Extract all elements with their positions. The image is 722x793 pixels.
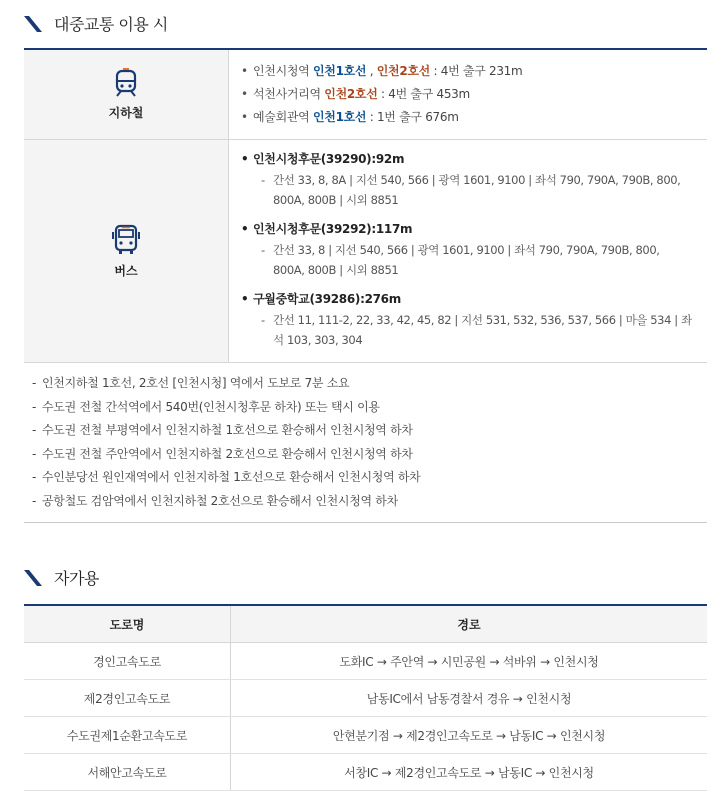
bus-stop-name: • 구월중학교(39286):276m bbox=[239, 288, 697, 310]
transit-notes bbox=[24, 363, 707, 522]
note-item: - 수도권 전철 간석역에서 540번(인천시청후문 하차) 또는 택시 이용 bbox=[32, 396, 707, 420]
note-item: - 수도권 전철 주안역에서 인천지하철 2호선으로 환승해서 인천시청역 하차 bbox=[32, 443, 707, 467]
bus-stop-name: • 인천시청후문(39290):92m bbox=[239, 148, 697, 170]
line-badge: 인천2호선 bbox=[376, 64, 430, 78]
bus-stop-item bbox=[239, 288, 697, 350]
table-row bbox=[24, 754, 707, 791]
exit-distance: : 4번 출구 231m bbox=[429, 64, 523, 78]
note-item: - 수도권 전철 부평역에서 인천지하철 1호선으로 환승해서 인천시청역 하차 bbox=[32, 419, 707, 443]
road-name: 서해안고속도로 bbox=[24, 754, 231, 791]
bus-stop-item bbox=[239, 218, 697, 280]
bus-routes: - 간선 33, 8, 8A | 지선 540, 566 | 광역 1601, 9100 | 좌석 790, 790A, 790B, 800, 800A, 800B | 시외 8851 bbox=[239, 170, 697, 210]
car-route-table bbox=[24, 604, 707, 791]
bus-header-cell bbox=[24, 140, 229, 362]
road-name: 경인고속도로 bbox=[24, 643, 231, 680]
list-item bbox=[239, 60, 697, 83]
note-item: - 수인분당선 원인재역에서 인천지하철 1호선으로 환승해서 인천시청역 하차 bbox=[32, 466, 707, 490]
table-header-row bbox=[24, 605, 707, 643]
bus-row bbox=[24, 140, 707, 363]
list-item bbox=[239, 106, 697, 129]
list-item bbox=[239, 83, 697, 106]
station-name: 예술회관역 bbox=[253, 110, 313, 124]
bus-icon bbox=[111, 224, 141, 256]
exit-distance: : 1번 출구 676m bbox=[366, 110, 459, 124]
line-badge: 인천1호선 bbox=[312, 64, 367, 78]
table-row bbox=[24, 717, 707, 754]
subway-info-cell bbox=[229, 50, 707, 139]
line-badge: 인천1호선 bbox=[312, 110, 367, 124]
slash-bullet-icon bbox=[24, 15, 42, 33]
bus-stop-name: • 인천시청후문(39292):117m bbox=[239, 218, 697, 240]
transit-title-text: 대중교통 이용 시 bbox=[54, 15, 168, 34]
road-name: 제2경인고속도로 bbox=[24, 680, 231, 717]
subway-station-list bbox=[239, 60, 697, 129]
section-title-car bbox=[24, 566, 99, 589]
bus-info-cell bbox=[229, 140, 707, 362]
car-title-text: 자가용 bbox=[54, 569, 99, 588]
subway-train-icon bbox=[112, 68, 140, 98]
note-item: - 인천지하철 1호선, 2호선 [인천시청] 역에서 도보로 7분 소요 bbox=[32, 372, 707, 396]
bus-routes: - 간선 11, 111-2, 22, 33, 42, 45, 82 | 지선 531, 532, 536, 537, 566 | 마을 534 | 좌석 103, 303, 304 bbox=[239, 310, 697, 350]
bus-routes: - 간선 33, 8 | 지선 540, 566 | 광역 1601, 9100 | 좌석 790, 790A, 790B, 800, 800A, 800B | 시외 8851 bbox=[239, 240, 697, 280]
separator: , bbox=[366, 64, 377, 78]
route-path: 안현분기점 → 제2경인고속도로 → 남동IC → 인천시청 bbox=[231, 717, 708, 754]
subway-label: 지하철 bbox=[108, 106, 144, 120]
slash-bullet-icon bbox=[24, 569, 42, 587]
station-name: 인천시청역 bbox=[253, 64, 313, 78]
line-badge: 인천2호선 bbox=[324, 87, 378, 101]
transit-table bbox=[24, 48, 707, 523]
route-path: 도화IC → 주안역 → 시민공원 → 석바위 → 인천시청 bbox=[231, 643, 708, 680]
note-item: - 공항철도 검암역에서 인천지하철 2호선으로 환승해서 인천시청역 하차 bbox=[32, 490, 707, 514]
route-path: 남동IC에서 남동경찰서 경유 → 인천시청 bbox=[231, 680, 708, 717]
table-row bbox=[24, 680, 707, 717]
exit-distance: : 4번 출구 453m bbox=[377, 87, 470, 101]
column-header-road: 도로명 bbox=[24, 605, 231, 643]
bus-label: 버스 bbox=[114, 263, 138, 278]
route-path: 서창IC → 제2경인고속도로 → 남동IC → 인천시청 bbox=[231, 754, 708, 791]
table-row bbox=[24, 643, 707, 680]
column-header-route: 경로 bbox=[231, 605, 708, 643]
road-name: 수도권제1순환고속도로 bbox=[24, 717, 231, 754]
subway-header-cell bbox=[24, 50, 229, 139]
bus-stop-item bbox=[239, 148, 697, 210]
section-title-transit bbox=[24, 12, 168, 35]
station-name: 석천사거리역 bbox=[253, 87, 325, 101]
subway-row bbox=[24, 50, 707, 140]
